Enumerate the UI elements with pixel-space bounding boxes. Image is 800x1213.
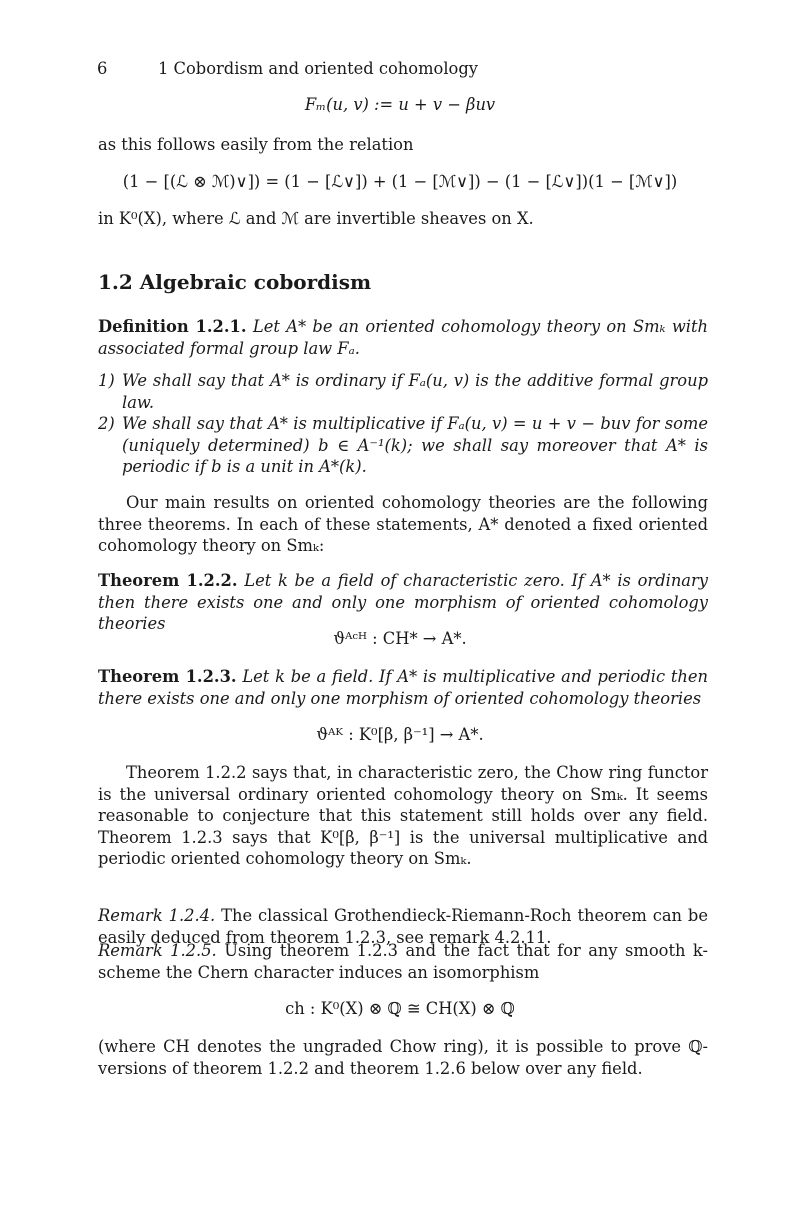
paragraph-main-results: Our main results on oriented cohomology theories are the following three theorems. In each of these statements, A* denoted a fixed oriented cohomology theory on Smₖ:	[98, 493, 708, 555]
running-title: 1 Cobordism and oriented cohomology	[158, 59, 478, 78]
page-number: 6	[97, 59, 108, 78]
item-2-text: We shall say that A* is multiplicative if Fₐ(u, v) = u + v − buv for some (uniquely determined) b ∈ A⁻¹(k); we shall say moreover that A* is periodic if b is a unit in A*(k).	[122, 414, 708, 476]
item-1-text: We shall say that A* is ordinary if Fₐ(u, v) is the additive formal group law.	[122, 371, 708, 412]
theorem-1-2-3-label: Theorem 1.2.3.	[98, 667, 237, 686]
item-2-number: 2)	[98, 414, 115, 433]
remark-1-2-5-label: Remark 1.2.5.	[98, 941, 217, 960]
theorem-1-2-2	[98, 570, 708, 635]
definition-item-2	[98, 413, 708, 478]
formula-theta-ch: ϑᴬᶜᴴ : CH* → A*.	[333, 629, 467, 648]
definition-item-1	[98, 370, 708, 413]
formula-ch-iso: ch : K⁰(X) ⊗ ℚ ≅ CH(X) ⊗ ℚ	[285, 999, 515, 1018]
theorem-1-2-3	[98, 666, 708, 709]
section-title: 1.2 Algebraic cobordism	[98, 270, 372, 294]
text-follows: as this follows easily from the relation	[98, 135, 414, 154]
remark-1-2-5	[98, 940, 708, 983]
remark-1-2-5-body: Using theorem 1.2.3 and the fact that for any smooth k-scheme the Chern character induces an isomorphism	[98, 941, 708, 982]
theorem-1-2-3-body: Let k be a field. If A* is multiplicative and periodic then there exists one and only one morphism of oriented cohomology theories	[98, 667, 708, 708]
theorem-1-2-2-body: Let k be a field of characteristic zero. If A* is ordinary then there exists one and only one morphism of oriented cohomology theories	[98, 571, 708, 633]
paragraph-final: (where CH denotes the ungraded Chow ring), it is possible to prove ℚ-versions of theorem 1.2.2 and theorem 1.2.6 below over any field.	[98, 1037, 708, 1078]
remark-1-2-4-body: The classical Grothendieck-Riemann-Roch theorem can be easily deduced from theorem 1.2.3, see remark 4.2.11.	[98, 906, 708, 947]
formula-relation: (1 − [(ℒ ⊗ ℳ)∨]) = (1 − [ℒ∨]) + (1 − [ℳ∨]) − (1 − [ℒ∨])(1 − [ℳ∨])	[122, 172, 678, 191]
formula-fm: Fₘ(u, v) := u + v − βuv	[304, 95, 496, 114]
definition-body: Let A* be an oriented cohomology theory on Smₖ with associated formal group law Fₐ.	[98, 317, 708, 358]
text-in-k0: in K⁰(X), where ℒ and ℳ are invertible sheaves on X.	[98, 209, 534, 228]
theorem-1-2-2-label: Theorem 1.2.2.	[98, 571, 238, 590]
formula-theta-k: ϑᴬᴷ : K⁰[β, β⁻¹] → A*.	[316, 725, 484, 744]
item-1-number: 1)	[98, 371, 115, 390]
definition-label: Definition 1.2.1.	[98, 317, 247, 336]
paragraph-theorems: Theorem 1.2.2 says that, in characteristic zero, the Chow ring functor is the universal ordinary oriented cohomology theory on Smₖ. It seems reasonable to conjecture that this statement still holds over any field. Theorem 1.2.3 says that K⁰[β, β⁻¹] is the universal multiplicative and periodic oriented cohomology theory on Smₖ.	[98, 763, 708, 868]
definition-1-2-1	[98, 316, 708, 359]
remark-1-2-4-label: Remark 1.2.4.	[98, 906, 216, 925]
